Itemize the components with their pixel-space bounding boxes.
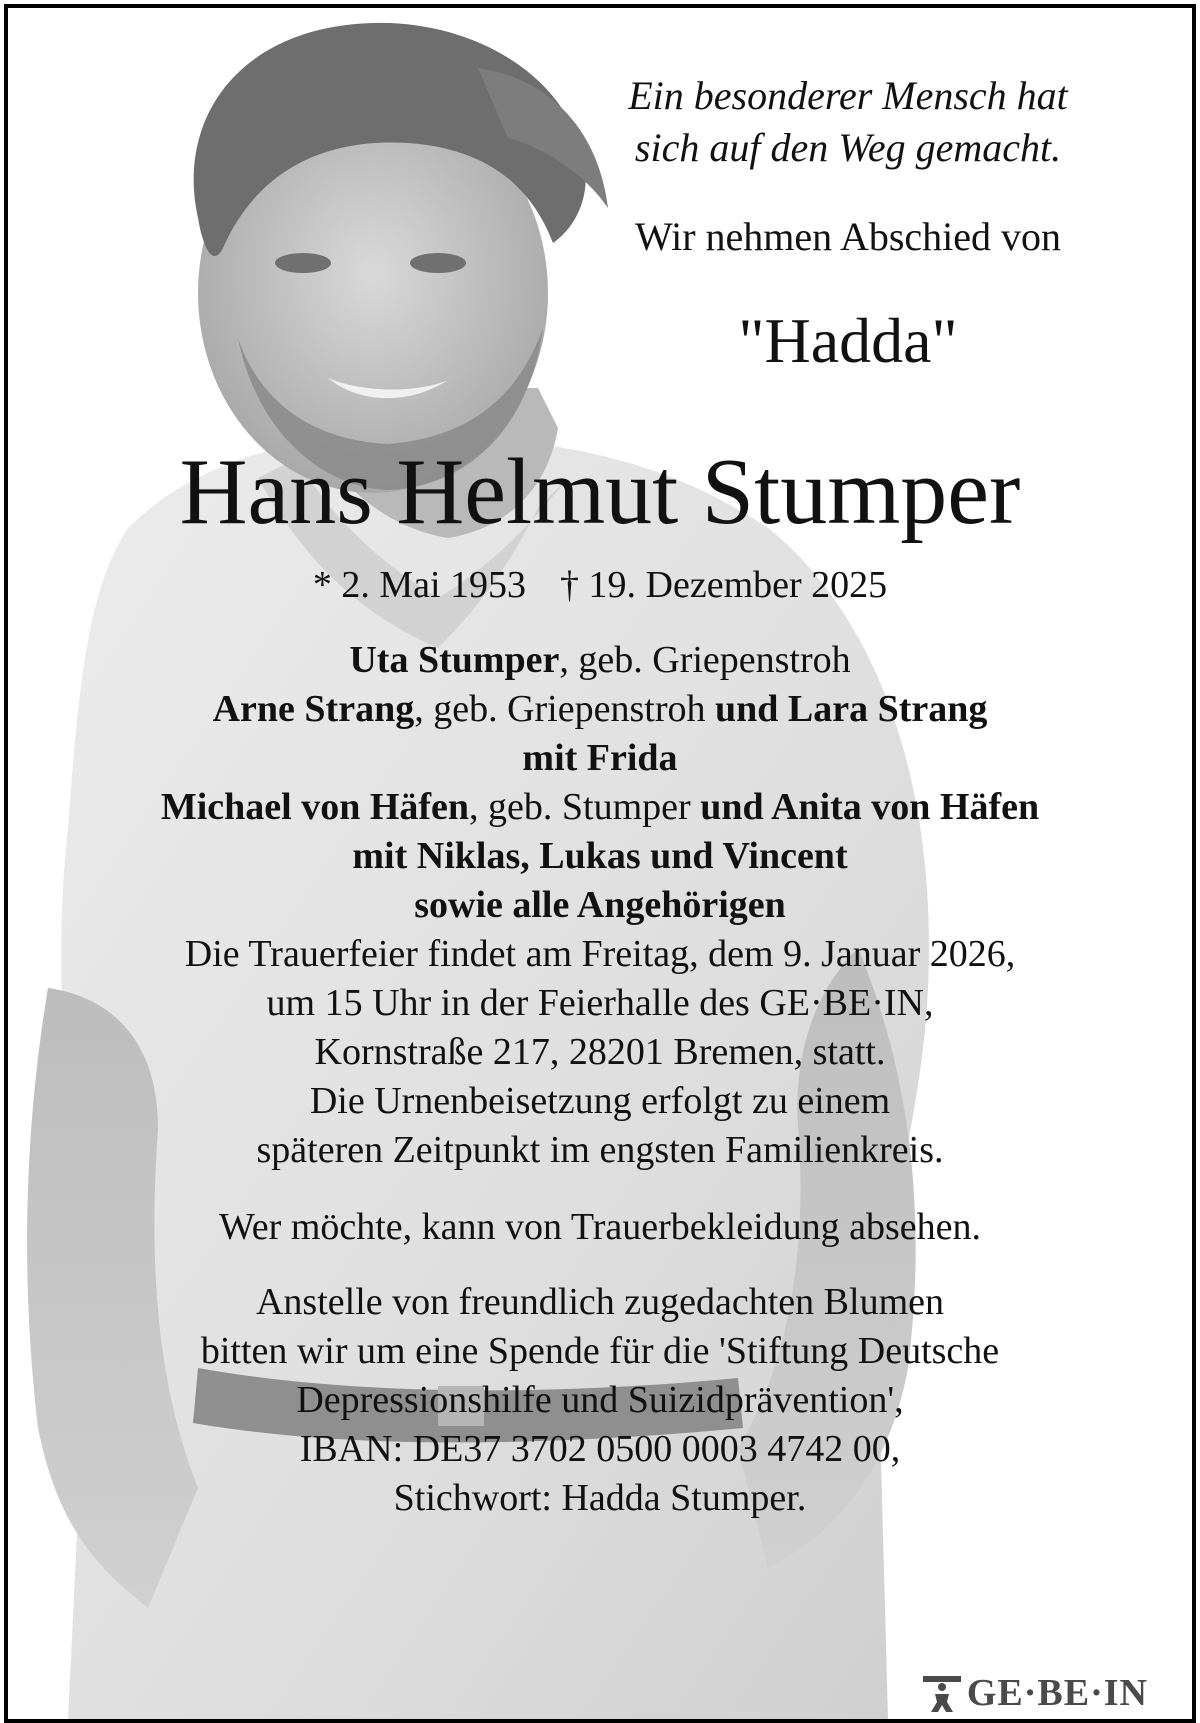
family-detail: , geb. Stumper [469, 786, 701, 828]
family-detail: , geb. Griepenstroh [559, 639, 851, 681]
nickname: "Hadda" [738, 305, 958, 376]
gebein-figure-icon [923, 1674, 961, 1712]
farewell-line: Wir nehmen Abschied von [634, 214, 1062, 259]
motto-line-2: sich auf den Weg gemacht. [634, 125, 1062, 170]
obituary-text [8, 8, 1192, 1719]
family-name-bold: und Lara Strang [714, 688, 988, 730]
donation-info [8, 1278, 1192, 1523]
family-name-bold: Arne Strang [212, 688, 415, 730]
death-date: † 19. Dezember 2025 [560, 564, 888, 606]
donation-line: IBAN: DE37 3702 0500 0003 4742 00, [299, 1428, 901, 1470]
ceremony-line: Die Trauerfeier findet am Freitag, dem 9. Januar 2026, [184, 933, 1016, 975]
ceremony-line: späteren Zeitpunkt im engsten Familienkreis. [256, 1129, 944, 1171]
donation-line: Stichwort: Hadda Stumper. [393, 1477, 807, 1519]
ceremony-line: um 15 Uhr in der Feierhalle des GE·BE·IN, [266, 982, 934, 1024]
family-name-bold: mit Frida [522, 737, 678, 779]
donation-line: Anstelle von freundlich zugedachten Blumen [255, 1281, 944, 1323]
ceremony-info [8, 930, 1192, 1175]
family-name-bold: Uta Stumper [349, 639, 560, 681]
family-name-bold: mit Niklas, Lukas und Vincent [352, 835, 848, 877]
donation-line: bitten wir um eine Spende für die 'Stiftung Deutsche [200, 1330, 1000, 1372]
obituary-card [4, 4, 1196, 1723]
ceremony-line: Kornstraße 217, 28201 Bremen, statt. [314, 1031, 886, 1073]
ceremony-line: Die Urnenbeisetzung erfolgt zu einem [309, 1080, 891, 1122]
family-line-2 [8, 685, 1192, 734]
deceased-name: Hans Helmut Stumper [179, 440, 1021, 544]
family-line-1 [8, 636, 1192, 685]
family-name-bold: Michael von Häfen [160, 786, 470, 828]
birth-date: * 2. Mai 1953 [312, 564, 527, 606]
family-name-bold: sowie alle Angehörigen [414, 884, 786, 926]
family-name-bold: und Anita von Häfen [700, 786, 1040, 828]
family-detail: , geb. Griepenstroh [414, 688, 715, 730]
family-line-4 [8, 783, 1192, 832]
gebein-logo-text: GE·BE·IN [966, 1672, 1148, 1714]
family-line-5 [8, 832, 1192, 881]
life-dates [8, 563, 1192, 607]
gebein-logo [923, 1671, 1148, 1715]
family-list [8, 636, 1192, 930]
dress-note: Wer möchte, kann von Trauerbekleidung absehen. [218, 1206, 982, 1248]
family-line-3 [8, 734, 1192, 783]
family-line-6 [8, 881, 1192, 930]
motto-line-1: Ein besonderer Mensch hat [628, 73, 1068, 118]
motto [568, 70, 1128, 174]
donation-line: Depressionshilfe und Suizidprävention', [296, 1379, 904, 1421]
